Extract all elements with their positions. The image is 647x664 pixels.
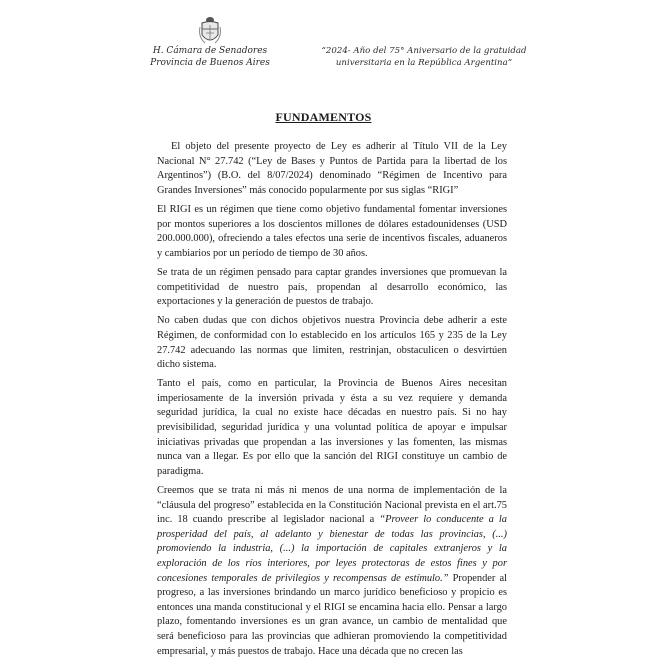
senate-header	[140, 45, 280, 69]
paragraph-text: Creemos que se trata ni más ni menos de una norma de implementación de la “cláusula del progreso” establecida en la Constitución Nacional prevista en el art.75 inc. 18 cuando prescribe al legislador nacional a	[157, 485, 507, 526]
year-motto	[318, 45, 530, 69]
coat-of-arms-icon	[197, 15, 223, 47]
paragraph-text: Propender al progreso, a las inversiones brindando un marco jurídico beneficioso y propicio es entonces una manda constitucional y el RIGI se encamina hacia ello. Pensar a largo plazo, fomentando inversiones es un gran avance, un cambio de mentalidad que será beneficioso para las provincias que adhieran promoviendo la competitividad empresarial, y más puestos de trabajo. Hace una década que no crecen las	[157, 572, 507, 657]
paragraph-progress-clause	[157, 484, 507, 659]
paragraph: Se trata de un régimen pensado para captar grandes inversiones que promuevan la competitividad de nuestro país, propendan al desarrollo económico, las exportaciones y la generación de puestos de trabajo.	[157, 266, 507, 308]
document-body	[157, 140, 507, 664]
year-motto-line1: “2024- Año del 75° Aniversario de la gratuidad	[321, 46, 527, 56]
paragraph: Tanto el país, como en particular, la Provincia de Buenos Aires necesitan imperiosamente de la inversión privada y ésta a su vez requiere y demanda seguridad jurídica, la cual no existe hace décadas en nuestro país. Si no hay previsibilidad, seguridad jurídica y una voluntad política de apoyar e impulsar iniciativas privadas que propendan a las inversiones y las fomenten, las mismas nunca van a llegar. Es por ello que la sanción del RIGI constituye un cambio de paradigma.	[157, 378, 507, 477]
paragraph: No caben dudas que con dichos objetivos nuestra Provincia debe adherir a este Régimen, de conformidad con lo establecido en los artículos 165 y 235 de la Ley 27.742 adecuando las normas que limiten, restrinjan, obstaculicen o desvirtúen dicho sistema.	[157, 315, 507, 371]
document-title: FUNDAMENTOS	[275, 110, 372, 124]
paragraph: El objeto del presente proyecto de Ley es adherir al Título VII de la Ley Nacional N° 27.742 (“Ley de Bases y Puntos de Partida para la libertad de los Argentinos”) (B.O. del 8/07/2024) denominado “Régimen de Incentivo para Grandes Inversiones” más conocido popularmente por sus siglas “RIGI”	[157, 141, 507, 196]
paragraph: El RIGI es un régimen que tiene como objetivo fundamental fomentar inversiones por montos superiores a los doscientos millones de dólares estadounidenses (USD 200.000.000), ofreciendo a tales efectos una serie de incentivos fiscales, aduaneros y cambiarios por un período de tiempo de 30 años.	[157, 203, 507, 259]
header-province: Provincia de Buenos Aires	[150, 58, 270, 68]
year-motto-line2: universitaria en la República Argentina”	[335, 58, 513, 68]
constitution-quote: “Proveer lo conducente a la prosperidad del país, al adelanto y bienestar de todas las provincias, (...) promoviendo la industria, (...) la importación de capitales extranjeros y la exploración de los ríos interiores, por leyes protectoras de estos fines y por concesiones temporales de privilegios y recompensas de estímulo.”	[157, 514, 507, 584]
header-institution: H. Cámara de Senadores	[152, 46, 268, 56]
